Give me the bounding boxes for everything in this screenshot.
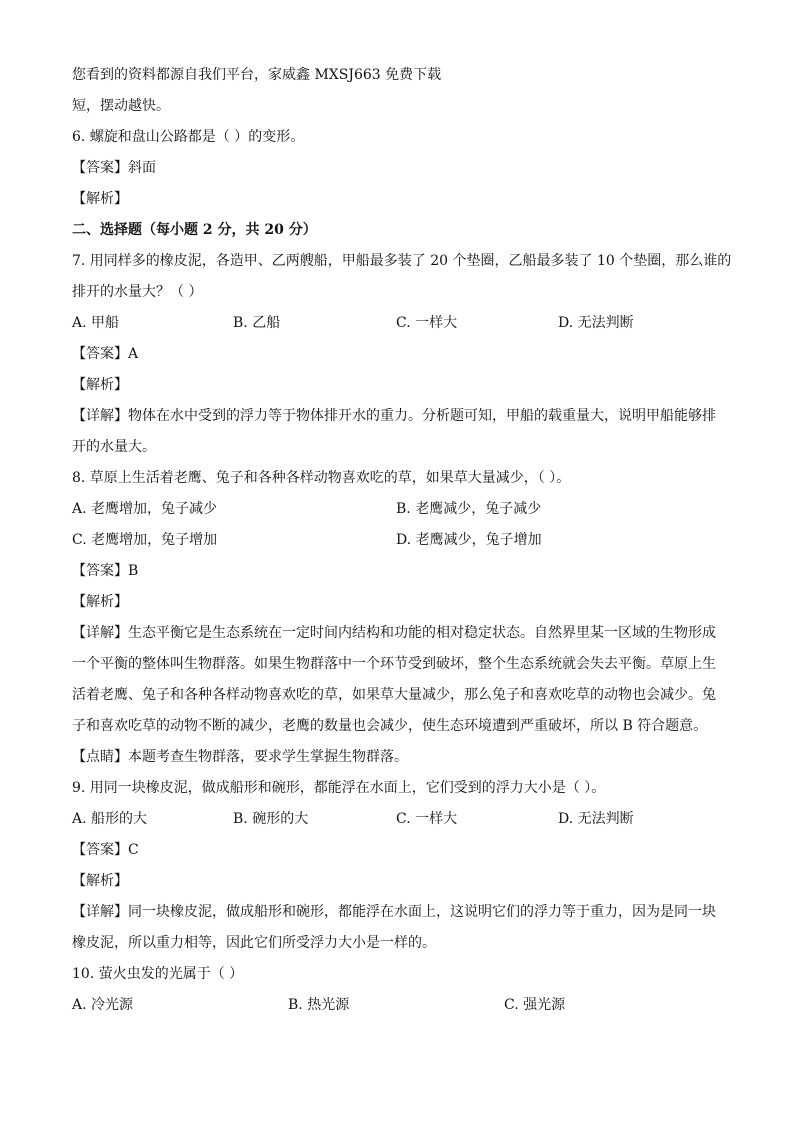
- q8-detail-line2: 一个平衡的整体叫生物群落。如果生物群落中一个环节受到破坏，整个生态系统就会失去平衡。草原上生: [72, 656, 716, 672]
- q10-options: [72, 990, 732, 1021]
- q7-detail-line1: 【详解】物体在水中受到的浮力等于物体排开水的重力。分析题可知，甲船的载重量大，说明甲船能够排: [72, 408, 716, 424]
- q7-analysis: 【解析】: [72, 377, 128, 393]
- section-heading: 二、选择题（每小题 2 分，共 20 分）: [72, 222, 317, 238]
- q8-comment: 【点睛】本题考查生物群落，要求学生掌握生物群落。: [72, 749, 408, 765]
- q7-option-b: B. 乙船: [233, 315, 281, 331]
- q9-stem: 9. 用同一块橡皮泥，做成船形和碗形，都能浮在水面上，它们受到的浮力大小是（ ）。: [72, 780, 606, 796]
- q9-detail-line2: 橡皮泥，所以重力相等，因此它们所受浮力大小是一样的。: [72, 935, 436, 951]
- q6-analysis: 【解析】: [72, 191, 128, 207]
- q8-option-c: C. 老鹰增加，兔子增加: [72, 532, 218, 548]
- q5-tail-text: 短，摆动越快。: [72, 98, 170, 114]
- q10-option-c: C. 强光源: [504, 997, 566, 1013]
- q9-answer: 【答案】C: [72, 842, 139, 858]
- exam-page: [72, 60, 732, 1021]
- source-header: 您看到的资料都源自我们平台，家威鑫 MXSJ663 免费下载: [72, 67, 442, 83]
- q10-stem: 10. 萤火虫发的光属于（ ）: [72, 966, 244, 982]
- q7-option-a: A. 甲船: [72, 315, 120, 331]
- q9-option-c: C. 一样大: [396, 811, 458, 827]
- q6-answer: 【答案】斜面: [72, 160, 156, 176]
- q9-option-b: B. 碗形的大: [233, 811, 309, 827]
- q7-answer: 【答案】A: [72, 346, 139, 362]
- q7-options: [72, 308, 732, 339]
- q8-stem: 8. 草原上生活着老鹰、兔子和各种各样动物喜欢吃的草，如果草大量减少，（ ）。: [72, 470, 571, 486]
- q6-stem: 6. 螺旋和盘山公路都是（ ）的变形。: [72, 129, 305, 145]
- q8-detail-line1: 【详解】生态平衡它是生态系统在一定时间内结构和功能的相对稳定状态。自然界里某一区域的生物形成: [72, 625, 716, 641]
- q8-option-a: A. 老鹰增加，兔子减少: [72, 501, 218, 517]
- q10-option-a: A. 冷光源: [72, 997, 134, 1013]
- q7-option-d: D. 无法判断: [558, 315, 634, 331]
- q7-stem-line2: 排开的水量大？（ ）: [72, 284, 203, 300]
- q8-analysis: 【解析】: [72, 594, 128, 610]
- q8-option-d: D. 老鹰减少，兔子增加: [396, 532, 542, 548]
- q10-option-b: B. 热光源: [288, 997, 350, 1013]
- q9-option-a: A. 船形的大: [72, 811, 148, 827]
- q8-options-row2: [72, 525, 732, 556]
- q8-detail-line4: 子和喜欢吃草的动物不断的减少，老鹰的数量也会减少，使生态环境遭到严重破坏，所以 B 符合题意。: [72, 718, 708, 734]
- q9-option-d: D. 无法判断: [558, 811, 634, 827]
- q9-detail-line1: 【详解】同一块橡皮泥，做成船形和碗形，都能浮在水面上，这说明它们的浮力等于重力，因为是同一块: [72, 904, 716, 920]
- q8-options-row1: [72, 494, 732, 525]
- q9-analysis: 【解析】: [72, 873, 128, 889]
- q7-stem-line1: 7. 用同样多的橡皮泥，各造甲、乙两艘船，甲船最多装了 20 个垫圈，乙船最多装了 10 个垫圈，那么谁的: [72, 253, 732, 269]
- q9-options: [72, 804, 732, 835]
- q8-option-b: B. 老鹰减少，兔子减少: [396, 501, 542, 517]
- q8-detail-line3: 活着老鹰、兔子和各种各样动物喜欢吃的草，如果草大量减少，那么兔子和喜欢吃草的动物也会减少。兔: [72, 687, 716, 703]
- q7-detail-line2: 开的水量大。: [72, 439, 156, 455]
- q7-option-c: C. 一样大: [396, 315, 458, 331]
- q8-answer: 【答案】B: [72, 563, 139, 579]
